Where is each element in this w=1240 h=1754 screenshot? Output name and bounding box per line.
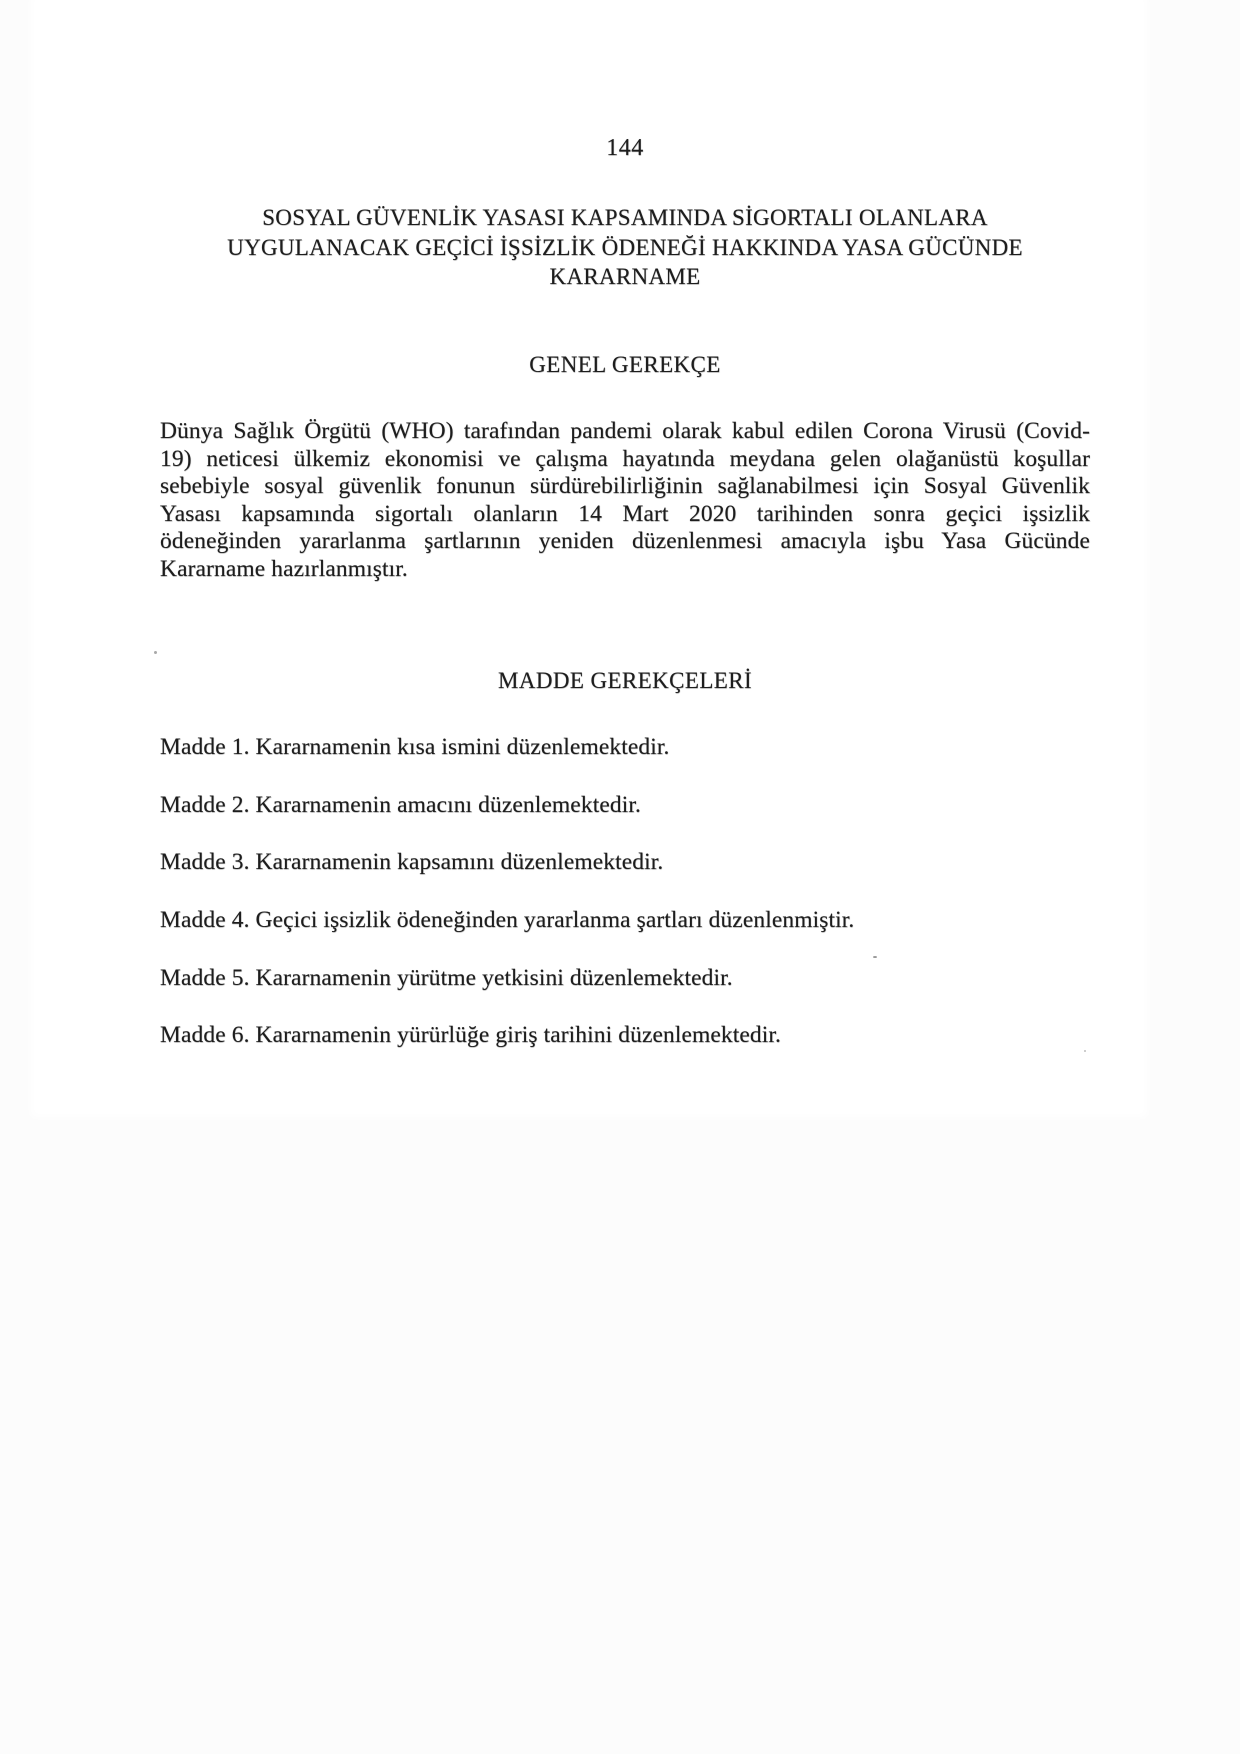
article-item-6: Madde 6. Kararnamenin yürürlüğe giriş tarihini düzenlemektedir. — [160, 1022, 782, 1049]
article-justification-list — [160, 733, 1090, 1079]
paragraph-line: Kararname hazırlanmıştır. — [160, 555, 408, 582]
scan-artifact-speck — [1084, 1050, 1086, 1052]
paragraph-line: sebebiyle sosyal güvenlik fonunun sürdürebilirliğinin sağlanabilmesi için Sosyal Güvenlik — [160, 473, 1090, 500]
article-justifications-heading: MADDE GEREKÇELERİ — [497, 668, 753, 693]
general-justification-heading: GENEL GEREKÇE — [529, 352, 721, 377]
scan-artifact-speck — [873, 956, 877, 958]
document-title-line-2: UYGULANACAK GEÇİCİ İŞSİZLİK ÖDENEĞİ HAKKINDA YASA GÜCÜNDE — [227, 234, 1023, 260]
article-item-5: Madde 5. Kararnamenin yürütme yetkisini düzenlemektedir. — [160, 964, 733, 991]
paragraph-line: Dünya Sağlık Örgütü (WHO) tarafından pandemi olarak kabul edilen Corona Virusü (Covid- — [160, 418, 1090, 444]
article-item-2: Madde 2. Kararnamenin amacını düzenlemektedir. — [160, 791, 641, 818]
article-item-4: Madde 4. Geçici işsizlik ödeneğinden yararlanma şartları düzenlenmiştir. — [160, 907, 855, 934]
paragraph-line: 19) neticesi ülkemiz ekonomisi ve çalışma hayatında meydana gelen olağanüstü koşullar — [160, 445, 1090, 472]
general-justification-paragraph — [160, 418, 1090, 584]
page-number: 144 — [606, 135, 644, 161]
document-title — [130, 203, 1120, 292]
scan-artifact-speck — [154, 651, 157, 654]
document-title-line-1: SOSYAL GÜVENLİK YASASI KAPSAMINDA SİGORTALI OLANLARA — [262, 205, 988, 230]
article-item-1: Madde 1. Kararnamenin kısa ismini düzenlemektedir. — [160, 734, 670, 760]
article-item-3: Madde 3. Kararnamenin kapsamını düzenlemektedir. — [160, 849, 664, 876]
paragraph-line: ödeneğinden yararlanma şartlarının yeniden düzenlenmesi amacıyla işbu Yasa Gücünde — [160, 528, 1090, 555]
document-title-line-3: KARARNAME — [549, 264, 701, 289]
paragraph-line: Yasası kapsamında sigortalı olanların 14 Mart 2020 tarihinden sonra geçici işsizlik — [160, 500, 1090, 527]
